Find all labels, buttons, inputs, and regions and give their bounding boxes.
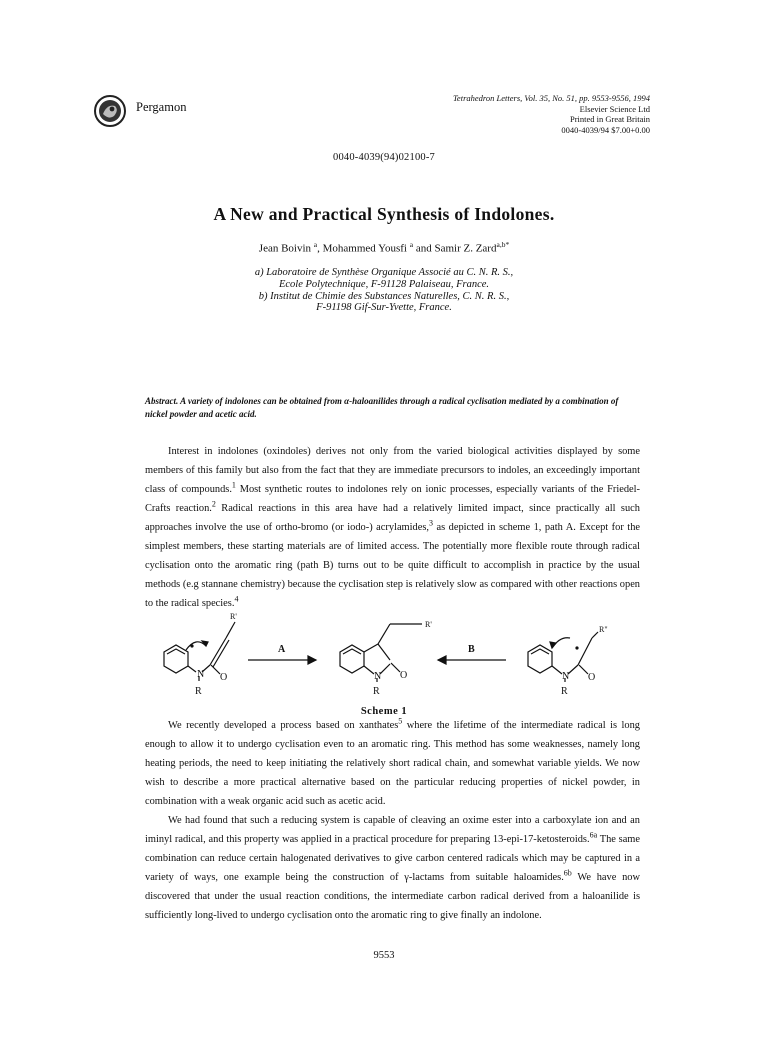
page-number: 9553 — [373, 950, 395, 961]
affiliation-line: a) Laboratoire de Synthèse Organique Associé au C. N. R. S., — [254, 267, 514, 278]
body-text: Radical reactions in this area have had a relatively limited impact, since practically all such approaches involve the use of ortho-bromo (or iodo-) acrylamides, — [145, 503, 640, 533]
path-label-b: B — [468, 644, 475, 655]
body-paragraph-2 — [145, 716, 640, 811]
substituent-label-r-double-prime: R" — [599, 625, 608, 634]
affiliation-line: Ecole Polytechnique, F-91128 Palaiseau, France. — [278, 278, 490, 290]
scheme-1-figure — [140, 610, 640, 705]
radical-dot — [190, 644, 193, 647]
atom-label-n: N — [562, 671, 570, 682]
body-text: We have now discovered that under the usual reaction conditions, the intermediate carbon radical derived from a haloanilide is sufficiently long-lived to undergo cyclisation onto the aromatic ring to give finally an indolone. — [145, 872, 640, 921]
doi: 0040-4039(94)02100-7 — [333, 152, 435, 163]
affiliation-line: F-91198 Gif-Sur-Yvette, France. — [316, 302, 452, 314]
affiliations — [0, 267, 768, 314]
body-text: The same combination can reduce certain halogenated derivatives to give carbon centered radicals which may be captured in a variety of ways, one example being the construction of γ-lactams from suitable haloamides. — [145, 834, 640, 883]
substituent-label-r-prime: R' — [230, 612, 237, 621]
atom-label-n: N — [197, 669, 205, 680]
substituent-label-r: R — [195, 686, 202, 697]
radical-dot — [575, 646, 578, 649]
scheme-caption: Scheme 1 — [360, 706, 408, 717]
journal-line: Tetrahedron Letters, Vol. 35, No. 51, pp. 9553-9556, 1994 — [452, 93, 650, 103]
atom-label-o: O — [588, 672, 596, 683]
body-paragraph-1 — [145, 442, 640, 613]
body-text: We recently developed a process based on xanthates — [168, 720, 399, 731]
body-text: Interest in indolones (oxindoles) derives not only from the varied biological activities displayed by some members of this family but also from the fact that they are immediate precursors to indoles, an exceedingly important class of compounds. — [145, 446, 640, 495]
path-label-a: A — [278, 644, 286, 655]
reference-mark: 2 — [211, 499, 216, 509]
pergamon-logo — [93, 94, 127, 128]
author-name: and Samir Z. Zard — [413, 242, 497, 255]
article-title: A New and Practical Synthesis of Indolones. — [213, 204, 555, 224]
affiliation-line: b) Institut de Chimie des Substances Naturelles, C. N. R. S., — [258, 290, 510, 302]
author-name: , Mohammed Yousfi — [317, 242, 410, 255]
journal-line: Printed in Great Britain — [569, 114, 650, 125]
pergamon-logo-icon — [93, 94, 127, 128]
author-affil-mark: a,b* — [496, 240, 510, 249]
atom-label-n: N — [374, 671, 382, 682]
author-affil-mark: a — [409, 240, 414, 249]
journal-citation — [453, 93, 650, 135]
author-affil-mark: a — [313, 240, 318, 249]
abstract: Abstract. A variety of indolones can be obtained from α-haloanilides through a radical cyclisation mediated by a combination of nickel powder and acetic acid. — [145, 396, 619, 419]
body-text: as depicted in scheme 1, path A. Except for the simplest members, these starting materials are of limited access. The potentially more flexible route through radical cyclisation onto the aromatic ring (path B) turns out to be quite difficult to accomplish in practice by the usual methods (e.g stannane chemistry) because the cyclisation step is relatively slow as compared with other reactions open to the radical species. — [145, 522, 640, 609]
publisher-name: Pergamon — [136, 100, 187, 114]
reference-mark: 6b — [563, 868, 572, 878]
reference-mark: 5 — [398, 716, 403, 726]
reference-mark: 6a — [589, 830, 598, 840]
journal-line: Elsevier Science Ltd — [579, 103, 650, 114]
substituent-label-r: R — [373, 686, 380, 697]
reference-mark: 3 — [428, 518, 433, 528]
author-list — [0, 240, 768, 255]
journal-line: 0040-4039/94 $7.00+0.00 — [561, 124, 650, 135]
body-paragraph-3 — [145, 811, 640, 925]
author-name: Jean Boivin — [258, 242, 314, 255]
body-text: We had found that such a reducing system is capable of cleaving an oxime ester into a carboxylate ion and an iminyl radical, and this property was applied in a practical procedure for preparing 13-epi-17-ketosteroids. — [145, 815, 640, 845]
body-paragraphs-2-3 — [145, 716, 640, 925]
atom-label-o: O — [220, 672, 228, 683]
reference-mark: 1 — [231, 480, 236, 490]
body-text: where the lifetime of the intermediate radical is long enough to allow it to undergo cyclisation even to an aromatic ring. This method has some weaknesses, namely long heating periods, the need to keep initiating the relatively short radical chain, and somewhat variable yields. We now wish to describe a more practical alternative based on the particular reducing properties of nickel powder, in combination with a weak organic acid such as acetic acid. — [145, 720, 640, 807]
reference-mark: 4 — [234, 594, 239, 604]
atom-label-o: O — [400, 670, 408, 681]
body-text: Most synthetic routes to indolones rely on ionic processes, especially variants of the Friedel-Crafts reaction. — [145, 484, 640, 514]
scheme-1-drawing — [140, 610, 640, 705]
substituent-label-r: R — [561, 686, 568, 697]
substituent-label-r-prime: R' — [425, 620, 432, 629]
